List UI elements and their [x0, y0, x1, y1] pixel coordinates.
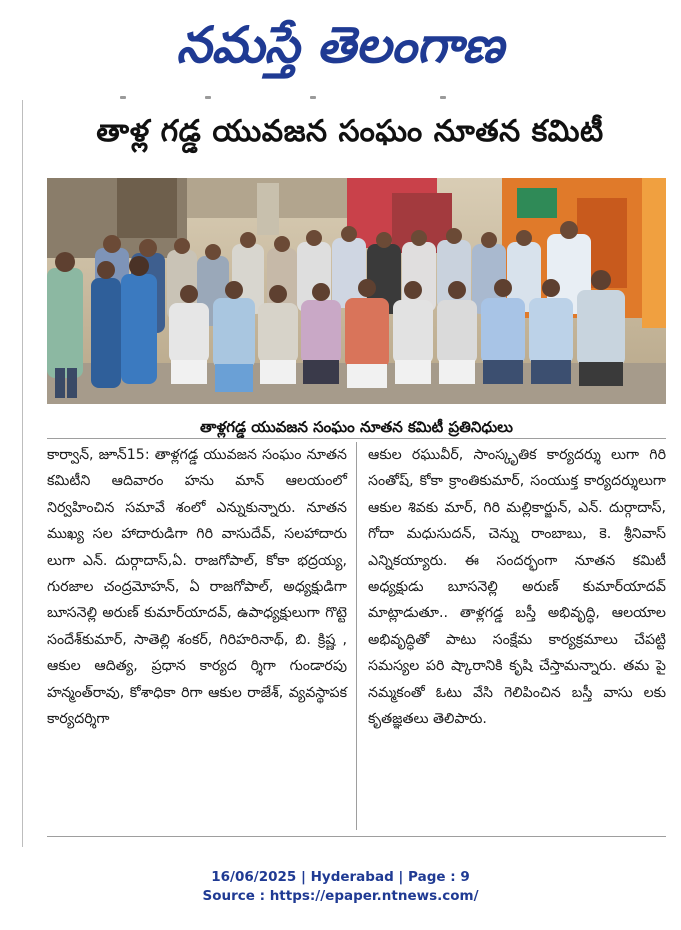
masthead: [0, 0, 681, 86]
footer-date-edition-page: 16/06/2025 | Hyderabad | Page : 9: [211, 869, 470, 885]
caption-rule: [47, 438, 666, 439]
clipping-border: [22, 100, 23, 847]
footer-source: Source : https://epaper.ntnews.com/: [202, 888, 479, 904]
article-body-left-text: కార్వాన్, జూన్15: తాళ్లగడ్డ యువజన సంఘం నూతన కమిటీని ఆదివారం హను మాన్ ఆలయంలో నిర్వహించిన సమావే శంలో ఎన్నుకున్నారు. నూతన ముఖ్య సల హాదారుడిగా గిరి వాసుదేవ్, సలహాదారు లుగా ఎన్. దుర్గాదాస్,ఏ. రాజగోపాల్, కోకా భద్రయ్య, గురజాల చంద్రమోహన్, ఏ రాజగోపాల్, అధ్యక్షుడిగా బూసనెల్లి అరుణ్ కుమార్‌యాదవ్, ఉపాధ్యక్షులుగా గొట్టె సందేశ్‌కుమార్, సాతెల్లి శంకర్, గిరిహరినాథ్, బి. క్రిష్ణ , ఆకుల ఆదిత్య, ప్రధాన కార్యద ర్శిగా గుండారపు హన్మంత్‌రావు, కోశాధికా రిగా ఆకుల రాజేశ్, వ్యవస్థాపక కార్యదర్శిగా: [47, 447, 347, 728]
article-body-left-column: [47, 442, 347, 732]
article-body-right-text: ఆకుల రఘువీర్, సాంస్కృతిక కార్యదర్శు లుగా గిరి సంతోష్, కోకా క్రాంతికుమార్, సంయుక్త కార్యదర్శులుగా ఆకుల శివకు మార్, గిరి మల్లికార్జున్, ఎన్. దుర్గాదాస్, గోదా మధుసుదన్, చెన్ను రాంబాబు, కె. శ్రీనివాస్ ఎన్నికయ్యారు. ఈ సందర్భంగా నూతన కమిటీ అధ్యక్షుడు బూసనెల్లి అరుణ్ కుమార్‌యాదవ్ మాట్లాడుతూ.. తాళ్లగడ్డ బస్తీ అభివృద్ధి, ఆలయాల అభివృద్ధితో పాటు సంక్షేమ కార్యక్రమాలు చేపట్టి సమస్యల పరి ష్కారానికి కృషి చేస్తామన్నారు. తమ పై నమ్మకంతో ఓటు వేసి గెలిపించిన బస్తీ వాసు లకు కృతజ్ఞతలు తెలిపారు.: [368, 447, 666, 728]
article-body-right-column: [368, 442, 666, 732]
group-photo: [47, 178, 666, 404]
article-headline: తాళ్ల గడ్డ యువజన సంఘం నూతన కమిటీ: [96, 114, 604, 149]
photo-caption: తాళ్లగడ్డ యువజన సంఘం నూతన కమిటీ ప్రతినిధులు: [199, 418, 513, 436]
masthead-logo: [0, 0, 681, 86]
column-divider: [356, 442, 357, 830]
clipping-edge-marks: [110, 96, 510, 102]
article-bottom-rule: [47, 836, 666, 837]
masthead-title: నమస్తే తెలంగాణ: [176, 16, 504, 74]
